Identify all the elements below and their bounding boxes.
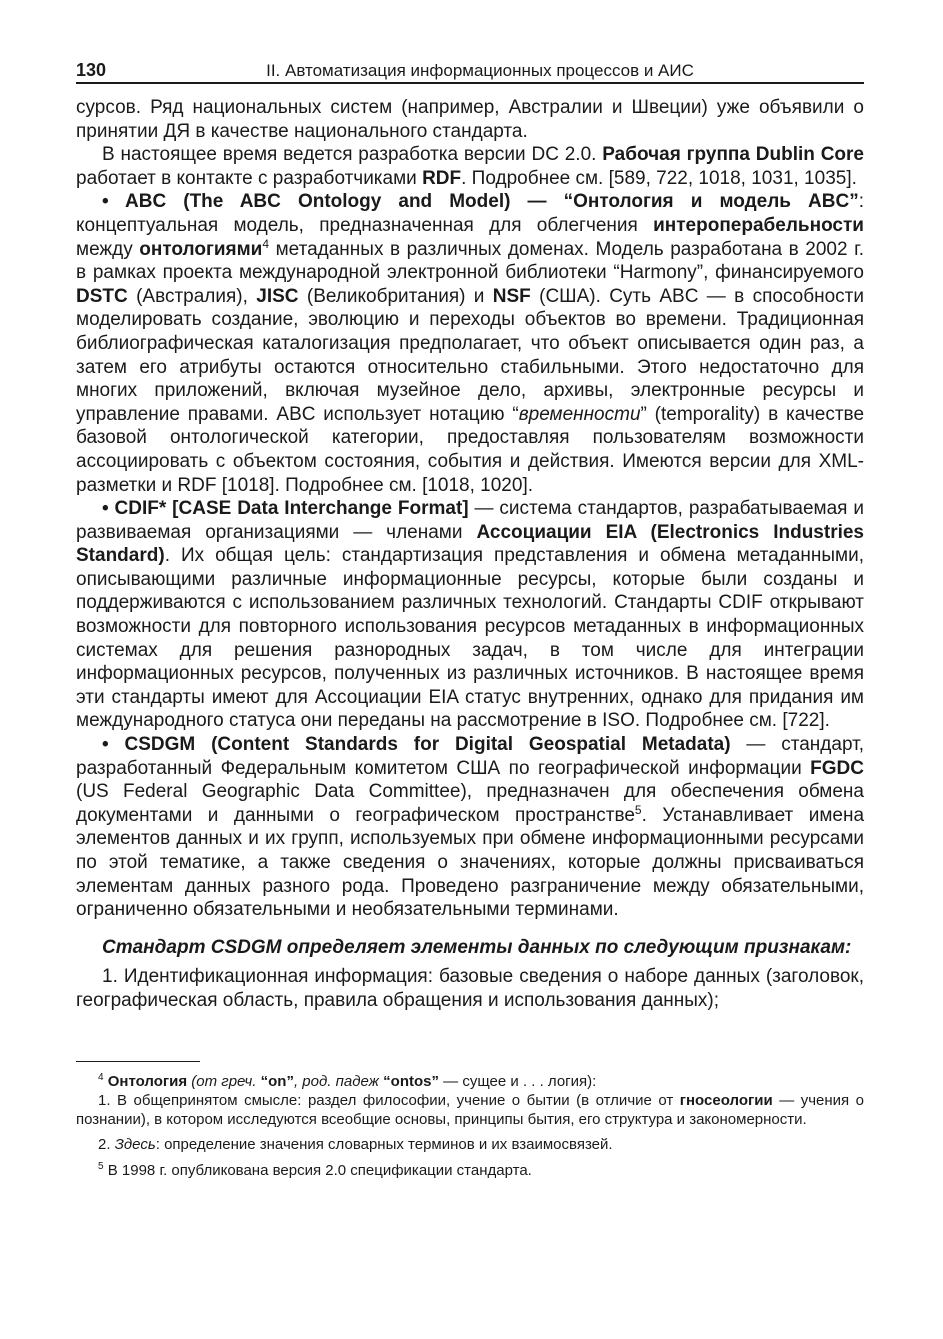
paragraph-continuation: сурсов. Ряд национальных систем (например, Австралии и Швеции) уже объявили о принятии ДЯ в качестве национального стандарта.: [76, 97, 864, 142]
footnote-4: $^4$ Онтология (от греч. “on”, род. падеж “ontos” — сущее и . . . логия):: [98, 1071, 597, 1090]
footnote-divider: [76, 1061, 200, 1062]
csdgm-term: • CSDGM (Content Standards for Digital Geospatial Metadata): [102, 734, 731, 756]
paragraph-dc20: В настоящее время ведется разработка версии DC 2.0. Рабочая группа Dublin Core работает в контакте с разработчиками RDF. Подробнее см. [589, 722, 1018, 1031, 1035].: [76, 144, 864, 189]
book-page: [76, 60, 864, 1180]
footnotes: [76, 1072, 864, 1180]
paragraph-abc: • ABC (The ABC Ontology and Model) — “Онтология и модель ABC”: концептуальная модель, предназначенная для облегчения интероперабельности между онтологиями$^4$ метаданных в различных доменах. Модель разработана в 2002 г. в рамках проекта международной электронной библиотеки “Harmony”, финансируемого DSTC (Австралия), JISC (Великобритания) и NSF (США). Суть ABC — в способности моделировать создание, эволюцию и переходы объектов во времени. Традиционная библиографическая каталогизация предполагает, что объект описывается один раз, а затем его атрибуты остаются относительно стабильными. Этого недостаточно для многих приложений, включая музейное дело, архивы, электронные ресурсы и управление правами. ABC использует нотацию “временности” (temporality) в качестве базовой онтологической категории, предоставляя пользователям возможности ассоциировать с объектом состояния, события и действия. Имеются версии для XML-разметки и RDF [1018]. Подробнее см. [1018, 1020].: [76, 191, 865, 496]
paragraph-cdif: • CDIF* [CASE Data Interchange Format] — система стандартов, разрабатываемая и развиваемая организациями — членами Ассоциации EIA (Electronics Industries Standard). Их общая цель: стандартизация представления и обмена метаданными, описывающими различные информационные ресурсы, которые были созданы и поддерживаются с использованием различных технологий. Стандарты CDIF открывают возможности для повторного использования ресурсов метаданных в информационных системах для решения разнородных задач, в том числе для интеграции информационных ресурсов, полученных из различных источников. В настоящее время эти стандарты имеют для Ассоциации EIA статус внутренних, однако для придания им международного статуса они переданы на рассмотрение в ISO. Подробнее см. [722].: [76, 498, 864, 732]
list-item: 1. Идентификационная информация: базовые сведения о наборе данных (заголовок, географическая область, правила обращения и использования данных);: [76, 966, 864, 1011]
footnote-ref-5: 5: [634, 802, 642, 817]
running-title: II. Автоматизация информационных процессов и АИС: [266, 61, 694, 80]
main-text: [76, 96, 864, 1013]
footnote-ref-4: 4: [262, 236, 270, 251]
section-heading: Стандарт CSDGM определяет элементы данных по следующим признакам:: [102, 936, 852, 958]
footnote-5: $^5$ В 1998 г. опубликована версия 2.0 спецификации стандарта.: [98, 1160, 532, 1179]
paragraph-csdgm: • CSDGM (Content Standards for Digital Geospatial Metadata) — стандарт, разработанный Федеральным комитетом США по географической информации FGDC (US Federal Geographic Data Committee), предназначен для обеспечения обмена документами и данными о географическом пространстве$^5$. Устанавливает имена элементов данных и их групп, используемых при обмене информационными ресурсами по этой тематике, а также сведения о значениях, которые должны присваиваться элементам данных разного рода. Проведено разграничение между обязательными, ограниченно обязательными и необязательными терминами.: [76, 734, 865, 921]
abc-term: • ABC (The ABC Ontology and Model) — “Онтология и модель ABC”: [102, 191, 859, 213]
page-header: [76, 60, 864, 84]
cdif-term: • CDIF* [CASE Data Interchange Format]: [102, 498, 469, 520]
footnote-4-item-2: 2. Здесь: определение значения словарных терминов и их взаимосвязей.: [98, 1136, 613, 1154]
footnote-4-item-1: 1. В общепринятом смысле: раздел философии, учение о бытии (в отличие от гносеологии — учения о познании), в котором исследуются всеобщие основы, принципы бытия, его структура и закономерности.: [76, 1091, 864, 1129]
page-number: 130: [76, 60, 107, 80]
